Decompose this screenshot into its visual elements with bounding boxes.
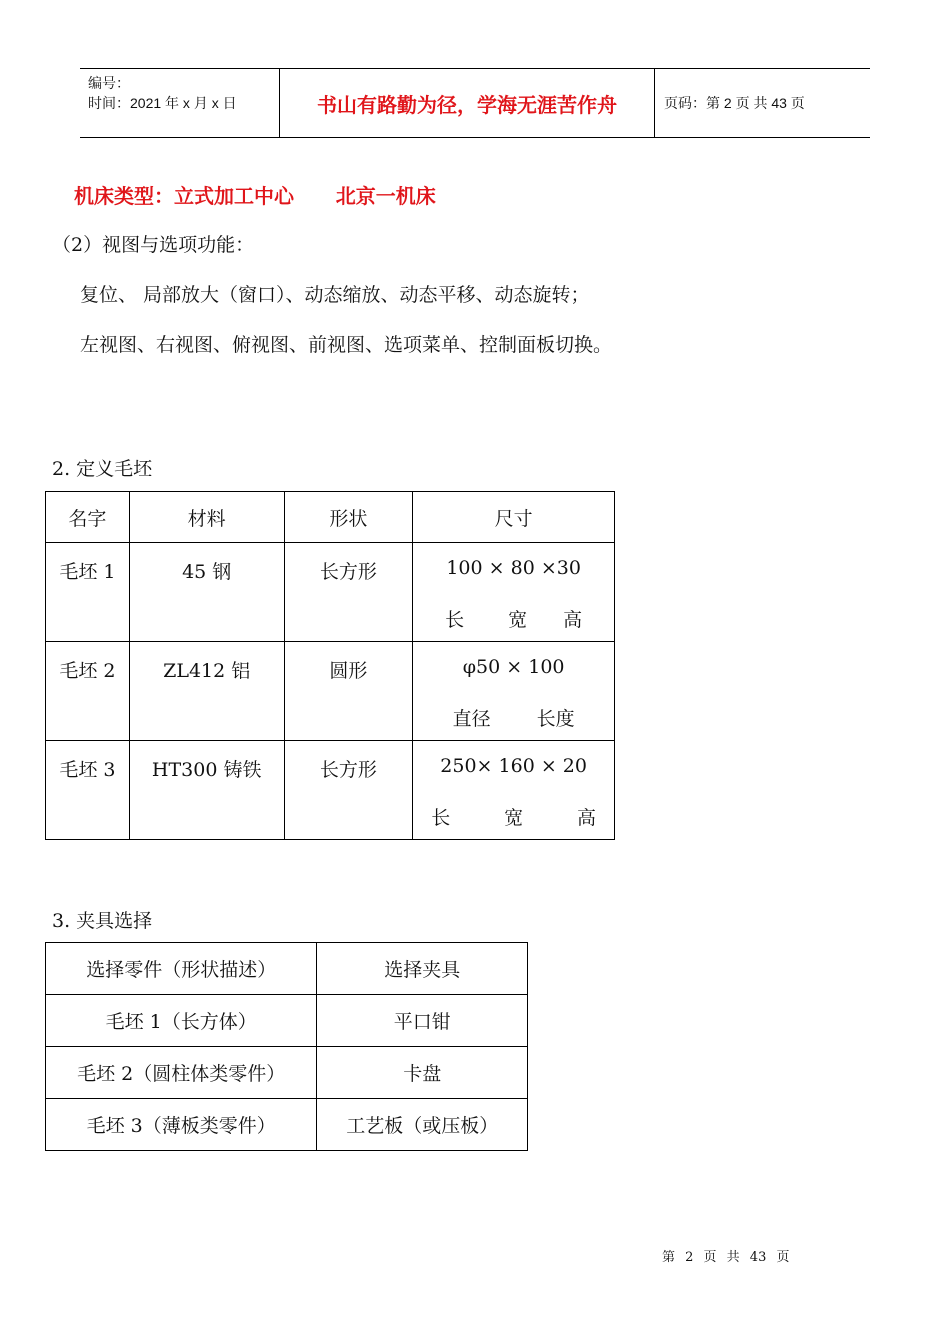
dim-label: 高: [563, 609, 583, 631]
size-dims: [413, 605, 614, 632]
table-header-row: [46, 943, 528, 995]
table-row: [46, 995, 528, 1047]
header-page-label: 页码：第 2 页 共 43 页: [664, 95, 805, 111]
size-dims: [413, 704, 614, 731]
fixture-selection-table: [45, 942, 528, 1151]
view-functions-line2: 左视图、右视图、俯视图、前视图、选项菜单、控制面板切换。: [80, 334, 613, 356]
table-row: [46, 642, 615, 741]
blank-definition-table: [45, 491, 615, 840]
section-blank-heading: 2. 定义毛坯: [52, 458, 153, 480]
cell-part: 毛坯 1（长方体）: [46, 995, 317, 1047]
cell-fixture: 平口钳: [317, 995, 528, 1047]
cell-shape: 长方形: [284, 741, 413, 840]
dim-label: 宽: [504, 807, 524, 829]
cell-fixture: 工艺板（或压板）: [317, 1099, 528, 1151]
dim-label: 长: [445, 609, 465, 631]
cell-name: 毛坯 3: [46, 741, 130, 840]
cell-shape: 圆形: [284, 642, 413, 741]
size-value: φ50 × 100: [462, 656, 565, 678]
header-shape: 形状: [284, 492, 413, 543]
cell-material: ZL412 铝: [129, 642, 284, 741]
machine-type-title: 机床类型：立式加工中心 北京一机床: [74, 184, 436, 208]
table-row: [46, 1047, 528, 1099]
table-header-row: [46, 492, 615, 543]
dim-label: 高: [576, 807, 596, 829]
dim-label: 长: [431, 807, 451, 829]
dim-label: 宽: [508, 609, 528, 631]
header-part: 选择零件（形状描述）: [46, 943, 317, 995]
code-label: 编号：: [88, 75, 130, 91]
table-row: [46, 543, 615, 642]
size-dims: [413, 803, 614, 830]
cell-size: [413, 543, 615, 642]
cell-name: 毛坯 1: [46, 543, 130, 642]
header-material: 材料: [129, 492, 284, 543]
time-label: 时间：2021 年 x 月 x 日: [88, 95, 237, 111]
cell-part: 毛坯 2（圆柱体类零件）: [46, 1047, 317, 1099]
page-header: [80, 68, 870, 138]
header-meta: [80, 69, 280, 137]
table-row: [46, 1099, 528, 1151]
cell-material: HT300 铸铁: [129, 741, 284, 840]
view-functions-line1: 复位、 局部放大（窗口）、动态缩放、动态平移、动态旋转；: [80, 284, 590, 306]
section-fixture-heading: 3. 夹具选择: [52, 910, 153, 932]
cell-material: 45 钢: [129, 543, 284, 642]
header-name: 名字: [46, 492, 130, 543]
table-row: [46, 741, 615, 840]
cell-size: [413, 741, 615, 840]
size-value: 250× 160 × 20: [440, 755, 587, 777]
size-value: 100 × 80 ×30: [446, 557, 581, 579]
cell-name: 毛坯 2: [46, 642, 130, 741]
cell-fixture: 卡盘: [317, 1047, 528, 1099]
header-fixture: 选择夹具: [317, 943, 528, 995]
dim-label: 长度: [536, 708, 575, 730]
cell-size: [413, 642, 615, 741]
page-footer: 第 2 页 共 43 页: [662, 1250, 790, 1265]
cell-part: 毛坯 3（薄板类零件）: [46, 1099, 317, 1151]
header-motto: 书山有路勤为径，学海无涯苦作舟: [280, 69, 655, 137]
dim-label: 直径: [452, 708, 491, 730]
header-size: 尺寸: [413, 492, 615, 543]
cell-shape: 长方形: [284, 543, 413, 642]
section-view-heading: （2）视图与选项功能：: [52, 234, 255, 256]
